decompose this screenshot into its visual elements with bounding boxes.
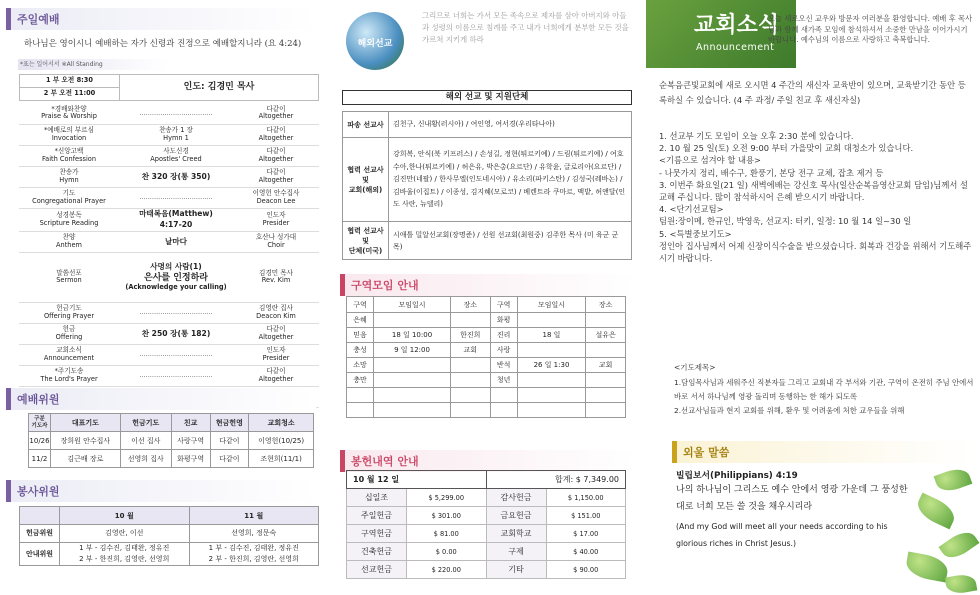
district-header: 구역 [490,297,517,313]
offering-amount: $ 90.00 [546,561,626,579]
mission-table [342,111,632,260]
order-row [19,323,319,344]
order-item [19,231,119,252]
district-cell: 사랑 [490,343,517,358]
news-item: 2. 10 월 25 일(토) 오전 9:00 부터 가을맞이 교회 대청소가 있습니다. [659,143,914,154]
leaf-decoration [904,552,950,583]
order-leader [233,323,319,344]
mission-row-label: 협력 선교사 및 교회(해외) [343,138,389,222]
order-leader [233,365,319,386]
order-item-en: Praise & Worship [41,112,97,121]
committee-cell: 10/26 [29,432,51,450]
title-ko: 교회소식 [694,13,780,38]
worship-title: 주일예배 [6,8,316,30]
service-time-2: 2 부 오전 11:00 [20,88,120,101]
order-leader-en: Choir [267,240,285,249]
leaf-decoration [913,493,959,530]
order-item [19,344,119,365]
order-item [19,145,119,166]
worship-committee-table [28,413,314,468]
district-cell: 믿음 [347,328,374,343]
order-content [119,344,233,365]
offering-date: 10 월 12 일 [347,471,487,489]
prayer-item: 1.담임목사님과 세워주신 직분자들 그리고 교회내 각 부서와 기관, 구역이 온전히 주님 안에서 바로 서서 하나님께 영광 돌리며 동행하는 한 해가 되도록 [674,378,974,401]
service-header: 10 월 [60,507,190,525]
order-content-main: 찬 320 장(통 350) [141,171,211,181]
district-cell [517,373,586,388]
worship-verse: 하나님은 영이시니 예배하는 자가 신령과 진정으로 예배할지니라 (요 4:24) [24,39,302,49]
memory-title: 외울 말씀 [672,441,974,463]
news-list [659,130,973,264]
leaf-decoration [934,465,973,495]
district-cell [450,388,490,403]
district-cell [490,388,517,403]
committee-cell: 다같이 [210,450,249,468]
order-content-main: 찬송가 1 장 [159,126,193,134]
standing-note: *표는 일어서서 ※All Standing [18,59,168,70]
order-leader-en: Altogether [258,374,294,383]
order-of-worship [19,103,319,408]
news-item: 정인아 집사님께서 어제 신장이식수술을 받으셨습니다. 회복과 건강을 위해서 기도해주시기 바랍니다. [659,240,972,264]
offering-amount: $ 5,299.00 [407,489,487,507]
order-item-en: The Lord's Prayer [40,374,98,383]
order-item-ko: 찬송가 [59,168,79,176]
order-row [19,252,319,302]
offering-label: 십일조 [347,489,407,507]
order-leader-en: Altogether [258,332,294,341]
district-cell: 9 일 12:00 [374,343,451,358]
mission-row-label: 파송 선교사 [343,112,389,138]
order-item-en: Sermon [56,276,82,284]
district-table [346,296,626,418]
order-item-en: Congregational Prayer [32,196,106,205]
news-panel [646,0,980,595]
order-item-en: Scripture Reading [39,218,99,227]
district-cell [374,313,451,328]
service-cell: 안내위원 [20,543,60,566]
order-leader-ko: 다같이 [266,367,286,375]
committee-cell: 선영희 집사 [120,450,171,468]
offering-label: 구제 [486,543,546,561]
order-leader-ko: 다같이 [266,104,286,113]
order-row [19,365,319,386]
district-cell [586,343,626,358]
order-item-en: Offering Prayer [43,311,95,320]
order-leader-en: Presider [262,218,290,227]
order-content-main: 날마다 [164,236,187,246]
committee-cell: 이영헌(10/25) [249,432,314,450]
order-item-ko: 말씀선포 [56,268,82,277]
globe-label: 해외선교 [357,39,393,49]
committee-cell: 화평구역 [171,450,210,468]
order-leader-ko: 다같이 [266,168,286,176]
order-row [19,208,319,231]
order-leader [233,302,319,323]
order-item [19,166,119,187]
title-en: Announcement [696,42,775,53]
order-row [19,187,319,208]
memory-ref: 빌립보서(Philippians) 4:19 [676,471,798,481]
service-cell: 1 부 - 김수진, 김태완, 정유진 2 부 - 한진희, 김영란, 선영희 [189,543,319,566]
order-item [19,323,119,344]
district-cell [374,388,451,403]
district-cell: 설유은 [586,328,626,343]
order-item-ko: 헌금기도 [56,304,82,312]
district-cell [517,343,586,358]
order-content [119,208,233,231]
district-cell: 18 일 [517,328,586,343]
order-content-main: 마태복음(Matthew) [139,208,213,218]
district-cell [450,403,490,418]
news-item: <기름으로 섬겨야 할 내용> [659,155,761,166]
order-content [119,323,233,344]
offering-amount: $ 301.00 [407,507,487,525]
mission-table-title: 해외 선교 및 지원단체 [342,90,632,105]
district-cell: 교회 [450,343,490,358]
district-cell: 은혜 [347,313,374,328]
order-item [19,302,119,323]
dotted-leader: ................................... [139,370,213,379]
order-item [19,365,119,386]
district-cell: 충성 [347,343,374,358]
order-content [119,166,233,187]
order-leader [233,124,319,145]
order-row [19,231,319,252]
district-cell: 화평 [490,313,517,328]
offering-label: 금요헌금 [486,507,546,525]
order-content-note: (Acknowledge your calling) [125,283,227,292]
committee-header: 헌금기도 [120,414,171,432]
district-cell [450,358,490,373]
service-cell: 헌금위원 [20,525,60,543]
service-cell: 1 부 - 김수진, 김태완, 정유진 2 부 - 한진희, 김영란, 선영희 [60,543,190,566]
committee-cell: 김근배 장로 [51,450,121,468]
prayer-item: 2.선교사님들과 현지 교회를 위해, 환우 및 어려움에 처한 교우들을 위해 [674,406,905,415]
service-committee-table [19,506,319,566]
order-item-en: Invocation [51,133,87,142]
order-leader-en: Altogether [258,175,294,184]
order-row [19,302,319,323]
order-leader-en: Altogether [258,133,294,142]
order-leader [233,103,319,124]
mission-row-text: 강희복, 안식(북 키프러스) / 손성길, 정현(튀르키예) / 드림(튀르키예) / 여호수아,한나(튀르키예) / 허은유, 박은총(요르단) / 유학윤, 글로리아(요르단) / 김진만(네팔) / 한사무엘(인도네시아) / 유소리(파키스탄) / 김성국(레바논) / 김바울(이집트) / 이종성, 김지혜(모로코) / 베렌트라 쿠마르, 맥밭, 허앤달(인도 사란, 뉴델리) [389,138,632,222]
order-row [19,145,319,166]
prayer-title: <기도제목> [674,363,716,372]
district-cell: 교회 [586,358,626,373]
district-cell [586,373,626,388]
district-title: 구역모임 안내 [340,274,636,296]
order-row [19,344,319,365]
order-item [19,208,119,231]
order-leader [233,187,319,208]
order-row [19,124,319,145]
district-header: 모임일시 [517,297,586,313]
district-cell [374,403,451,418]
order-item-ko: *주기도송 [54,367,84,375]
district-header: 장소 [450,297,490,313]
prayer-list [674,376,974,418]
committee-cell: 이선 집사 [120,432,171,450]
order-leader-ko: 이영헌 안수집사 [252,189,300,197]
district-cell: 진리 [490,328,517,343]
order-item-ko: 성경봉독 [56,211,82,219]
district-cell [450,313,490,328]
order-content [119,231,233,252]
district-header: 구역 [347,297,374,313]
welcome-text: 오늘 세로오신 교우와 방문자 여러분을 환영합니다. 예배 후 목사님과 함께 새가족 모임에 참석하셔서 소중한 만남을 이어가시기 바랍니다. 예수님의 이름으로 사랑하고 축복합니다. [768,14,973,44]
offering-title: 봉헌내역 안내 [340,450,636,472]
order-content [119,187,233,208]
service-times-table [19,74,319,101]
service-time-1: 1 부 오전 8:30 [20,75,120,88]
order-item-ko: 찬양 [62,233,76,241]
committee-header: 현금헌영 [210,414,249,432]
dotted-leader: ................................... [139,349,213,358]
order-item-en: Announcement [43,353,95,362]
order-item [19,124,119,145]
offering-amount: $ 40.00 [546,543,626,561]
order-leader-ko: 인도자 [266,211,286,219]
order-content-main: 사명의 사람(1) [150,262,202,272]
offering-table [346,470,626,579]
order-leader-ko: 인도자 [266,346,286,354]
committee-cell: 조현희(11/1) [249,450,314,468]
order-leader-ko: 다같이 [266,147,286,155]
memory-verse-en: (And my God will meet all your needs according to his glorious riches in Christ Jesus.) [676,522,888,548]
offering-label: 감사헌금 [486,489,546,507]
order-content [119,124,233,145]
district-cell: 26 일 1:30 [517,358,586,373]
order-row [19,166,319,187]
mission-row-text: 시애틀 밀알선교회(장명준) / 선원 선교회(최원중) 김주한 목사 (미 육군 군목) [389,222,632,260]
district-cell [450,373,490,388]
news-item: 5. <특별중보기도> [659,228,732,239]
news-item: 3. 이번주 화요일(21 일) 새벽에배는 강신호 목사(일산순복음영산교회 담임)님께서 설교해 주십니다. 많이 참석하시어 은혜 받으시기 바랍니다. [659,179,968,203]
mission-row-text: 김천구, 신내황(러시아) / 여인영, 여서경(우리타나아) [389,112,632,138]
leaf-decoration [945,573,978,595]
service-cell: 선영희, 정문숙 [189,525,319,543]
order-leader-ko: 다같이 [266,325,286,333]
district-cell: 청년 [490,373,517,388]
service-header: 11 월 [189,507,319,525]
district-cell [517,403,586,418]
order-leader [233,166,319,187]
district-cell [586,403,626,418]
offering-label: 구역헌금 [347,525,407,543]
order-item [19,187,119,208]
news-item: 1. 선교부 기도 모임이 오늘 오후 2:30 분에 있습니다. [659,131,854,141]
leaf-decoration [939,526,980,563]
order-leader-en: Altogether [258,112,294,121]
order-item-en: Anthem [56,240,82,249]
mission-panel [334,0,640,595]
district-cell: 소망 [347,358,374,373]
order-content-sub: 은사를 인정하라 [144,273,208,284]
news-item: 팀원:장이메, 한규인, 박영욱, 선교지: 터키, 일정: 10 월 14 일~30 일 [659,216,912,227]
order-item [19,103,119,124]
order-content [119,252,233,302]
order-item-en: Hymn [59,175,79,184]
order-item-ko: *신앙고백 [54,147,84,155]
offering-label: 주일헌금 [347,507,407,525]
order-content [119,302,233,323]
order-leader-en: Altogether [258,154,294,163]
news-item: - 나뭇가지 정리, 배수구, 환풍기, 본당 전구 교체, 잡초 제거 등 [659,167,884,178]
offering-amount: $ 17.00 [546,525,626,543]
service-header [20,507,60,525]
committee-header: 구분 기도자 [29,414,51,432]
order-leader-en: Deacon Kim [256,311,296,320]
service-cell: 김영란, 이선 [60,525,190,543]
committee-header: 교회청소 [249,414,314,432]
order-item-ko: *경배와찬양 [51,104,87,113]
offering-label: 선교헌금 [347,561,407,579]
preacher: 인도: 김경민 목사 [120,75,319,101]
order-leader-ko: 김영란 집사 [259,304,293,312]
order-item-ko: 헌금 [62,325,76,333]
order-content [119,103,233,124]
district-cell: 한진희 [450,328,490,343]
order-item-ko: 교회소식 [56,346,82,354]
order-row [19,103,319,124]
order-item-en: Offering [55,332,83,341]
order-leader [233,231,319,252]
offering-amount: $ 81.00 [407,525,487,543]
order-leader-ko: 김경민 목사 [259,268,293,277]
district-cell [347,388,374,403]
committee-cell: 다같이 [210,432,249,450]
order-leader-ko: 다같이 [266,126,286,134]
district-cell: 반석 [490,358,517,373]
committee-cell: 장희원 안수집사 [51,432,121,450]
order-leader [233,344,319,365]
order-content-main: 사도신경 [163,147,189,155]
committee-header: 대표기도 [51,414,121,432]
memory-verse-ko: 나의 하나님이 그리스도 예수 안에서 영광 가운데 그 풍성한 대로 너희 모든 쓸 것을 채우시리라 [676,485,908,512]
order-content-main: 찬 250 장(통 182) [141,328,211,338]
dotted-leader: ................................... [139,307,213,316]
mission-intro: 그리므로 너희는 가서 모든 족속으로 제자를 삼아 아버지와 아들과 성령의 이름으로 침례를 주고 내가 너희에게 분부한 모든 것을 가르쳐 지키게 하라 [422,11,629,44]
news-item: 4. <단기선교팀> [659,204,724,215]
offering-total: 합계: $ 7,349.00 [486,471,626,489]
order-leader [233,208,319,231]
district-cell [374,358,451,373]
offering-amount: $ 220.00 [407,561,487,579]
district-cell: 18 일 10:00 [374,328,451,343]
order-leader-en: Presider [262,353,290,362]
committee-cell: 11/2 [29,450,51,468]
mission-row-label: 협력 선교사 및 단체(미국) [343,222,389,260]
district-cell [374,373,451,388]
worship-committee-title: 예배위원 [6,388,316,410]
order-leader-en: Rev. Kim [261,276,291,284]
order-content-sub: Apostles' Creed [150,154,202,163]
district-cell [517,313,586,328]
order-leader [233,252,319,302]
newcomer-text: 순복음큰빛교회에 새로 오시면 4 주간의 새신자 교육반이 있으며, 교육받기간 동안 등록하실 수 있습니다. (4 주 과정/ 주일 친교 후 새신자실) [659,80,966,105]
order-leader [233,145,319,166]
district-cell [586,313,626,328]
order-content-sub: Hymn 1 [163,133,189,142]
offering-amount: $ 1,150.00 [546,489,626,507]
district-cell [490,403,517,418]
dotted-leader: ................................... [139,108,213,117]
dotted-leader: ................................... [139,192,213,201]
district-header: 모임일시 [374,297,451,313]
order-item [19,252,119,302]
order-content [119,145,233,166]
order-content [119,365,233,386]
offering-label: 건축헌금 [347,543,407,561]
order-leader-ko: 호산나 성가대 [255,233,297,241]
offering-label: 교회학교 [486,525,546,543]
service-committee-title: 봉사위원 [6,480,316,502]
order-item-ko: *예배로의 부르심 [44,126,94,134]
committee-cell: 사랑구역 [171,432,210,450]
district-cell: 충만 [347,373,374,388]
offering-amount: $ 0.00 [407,543,487,561]
committee-header: 친교 [171,414,210,432]
district-cell [517,388,586,403]
offering-label: 기타 [486,561,546,579]
order-content-sub: 4:17-20 [159,219,193,229]
worship-panel [0,0,325,595]
district-cell [586,388,626,403]
district-cell [347,403,374,418]
district-header: 장소 [586,297,626,313]
order-item-en: Faith Confession [41,154,97,163]
offering-amount: $ 151.00 [546,507,626,525]
order-item-ko: 기도 [62,189,76,197]
order-leader-en: Deacon Lee [256,196,296,205]
